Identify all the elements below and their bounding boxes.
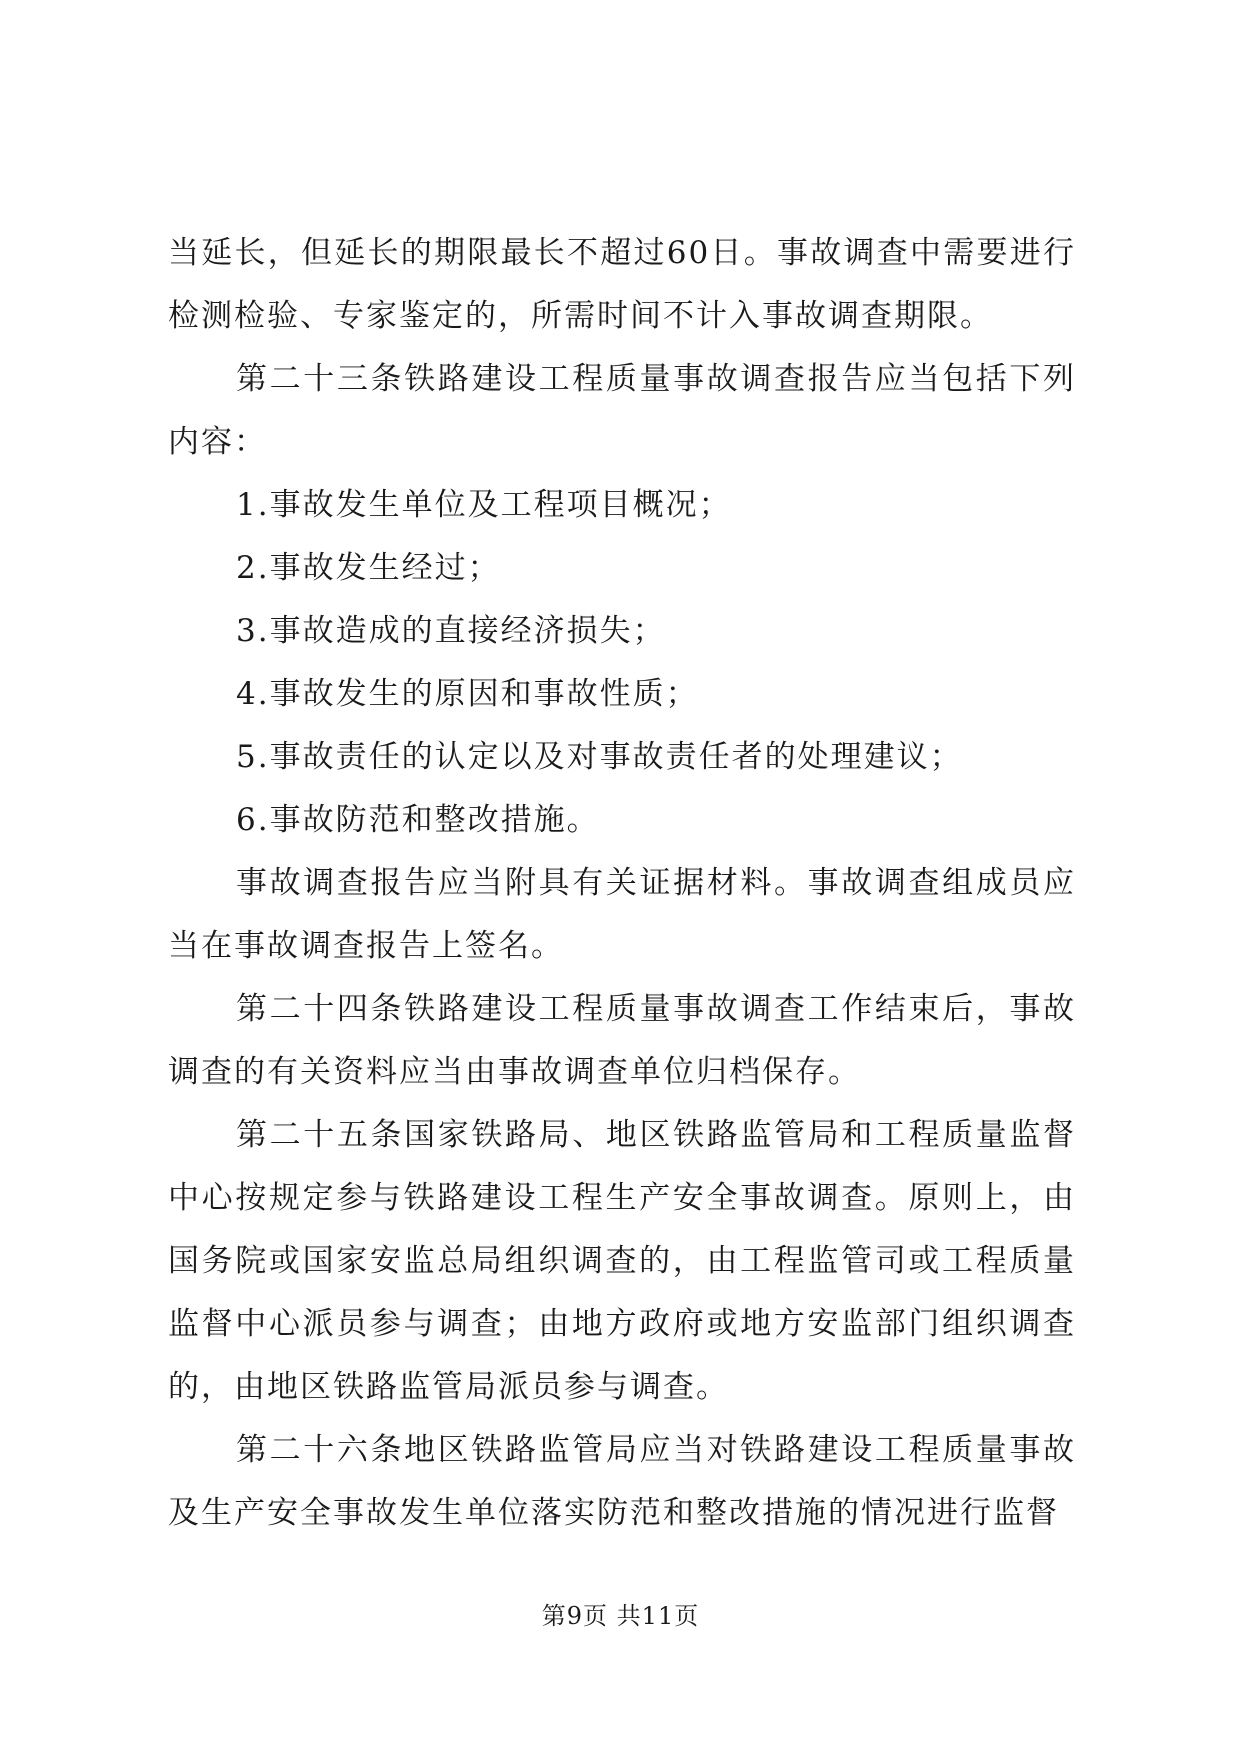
- list-item-3: 3.事故造成的直接经济损失；: [236, 613, 666, 649]
- paragraph-article-25: 第二十五条国家铁路局、地区铁路监管局和工程质量监督中心按规定参与铁路建设工程生产安全事故调查。原则上，由国务院或国家安监总局组织调查的，由工程监管司或工程质量监督中心派员参与调查；由地方政府或地方安监部门组织调查的，由地区铁路监管局派员参与调查。: [168, 1117, 1076, 1405]
- document-body: [168, 222, 1076, 1545]
- list-item-6: 6.事故防范和整改措施。: [236, 802, 600, 838]
- list-item-1: 1.事故发生单位及工程项目概况；: [236, 487, 732, 523]
- list-item-2: 2.事故发生经过；: [236, 550, 501, 586]
- paragraph-continuation: 当延长，但延长的期限最长不超过60日。事故调查中需要进行检测检验、专家鉴定的，所需时间不计入事故调查期限。: [168, 235, 1076, 334]
- list-item-5: 5.事故责任的认定以及对事故责任者的处理建议；: [236, 739, 963, 775]
- paragraph-article-24: 第二十四条铁路建设工程质量事故调查工作结束后，事故调查的有关资料应当由事故调查单位归档保存。: [168, 991, 1076, 1090]
- list-item-4: 4.事故发生的原因和事故性质；: [236, 676, 699, 712]
- page-number-footer: 第9页 共11页: [541, 1602, 700, 1630]
- paragraph-article-26: 第二十六条地区铁路监管局应当对铁路建设工程质量事故及生产安全事故发生单位落实防范和整改措施的情况进行监督: [168, 1432, 1076, 1531]
- paragraph-report-attachments: 事故调查报告应当附具有关证据材料。事故调查组成员应当在事故调查报告上签名。: [168, 865, 1076, 964]
- paragraph-article-23: 第二十三条铁路建设工程质量事故调查报告应当包括下列内容：: [168, 361, 1076, 460]
